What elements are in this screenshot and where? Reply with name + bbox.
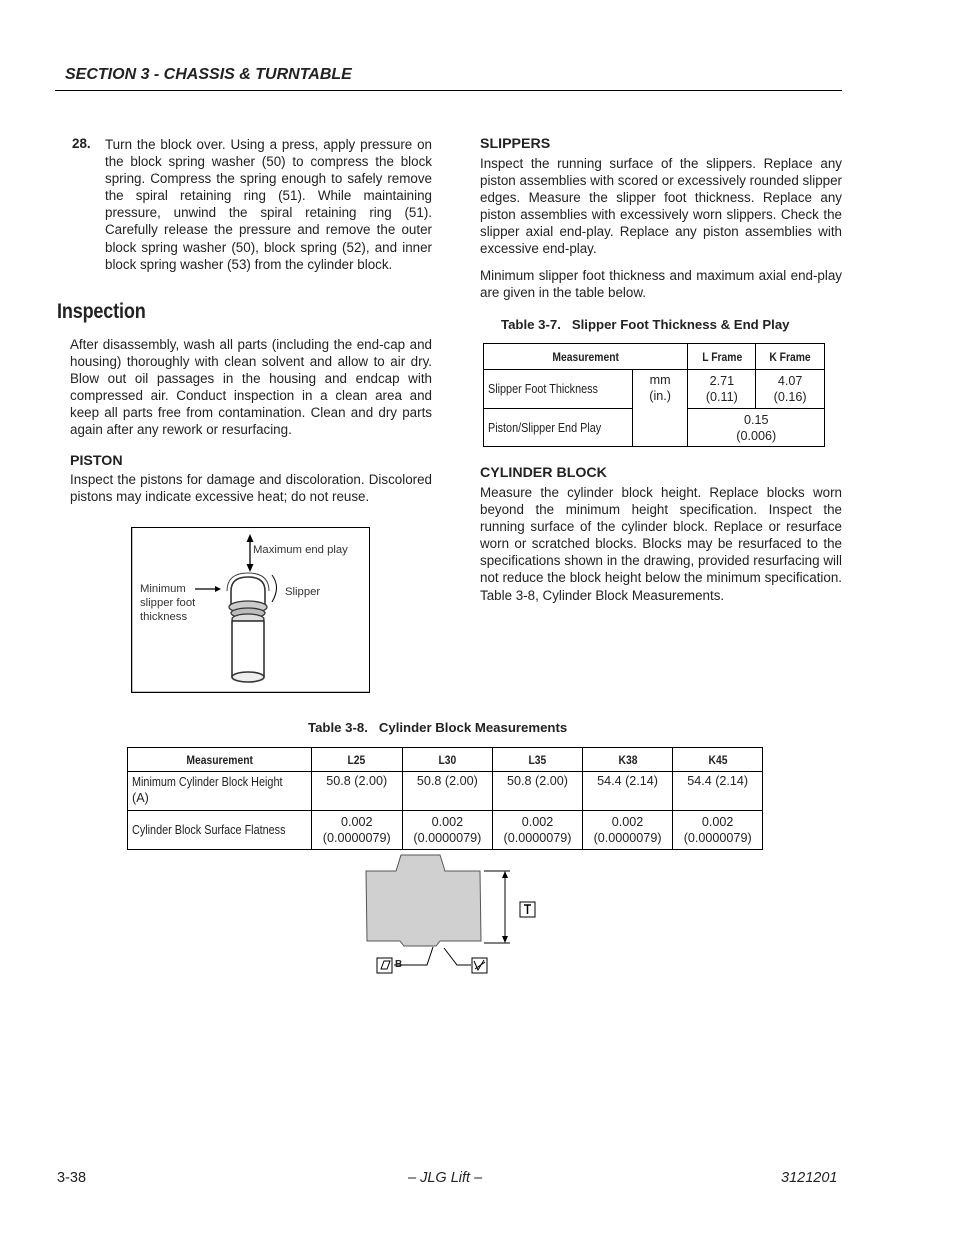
table-cell: 0.002 (0.0000079)	[673, 811, 763, 850]
label-min-line1: Minimum	[140, 583, 186, 595]
step-text: Turn the block over. Using a press, apply pressure on the block spring washer (50) to compress the block spring. Compress the spring enough to safely remove the spiral retaining ring (51). While maintaining pressure, unwind the spiral retaining ring (51). Carefully release the pressure and remove the outer block spring washer (50), block spring (52), and inner block spring washer (53) from the cylinder block.	[105, 137, 432, 272]
row-slipper-foot-k: 4.07 (0.16)	[756, 370, 825, 409]
row-flatness-label: Cylinder Block Surface Flatness	[128, 811, 312, 850]
unit-cell: mm (in.)	[632, 370, 688, 447]
piston-heading: PISTON	[70, 453, 123, 469]
label-max-end-play: Maximum end play	[253, 544, 348, 556]
table-cell: 50.8 (2.00)	[402, 772, 493, 811]
slippers-heading: SLIPPERS	[480, 136, 551, 152]
label-min-line3: thickness	[140, 611, 188, 623]
table-cell: 0.002 (0.0000079)	[493, 811, 583, 850]
table-cell: 54.4 (2.14)	[673, 772, 763, 811]
table-cell: 50.8 (2.00)	[493, 772, 583, 811]
row-slipper-foot-label: Slipper Foot Thickness	[484, 370, 633, 409]
footer-brand: – JLG Lift –	[408, 1170, 483, 1186]
slipper-table	[483, 343, 825, 447]
cylinder-block-heading: CYLINDER BLOCK	[480, 465, 607, 481]
table-3-7-caption: Table 3-7. Slipper Foot Thickness & End Play	[501, 317, 790, 332]
slippers-text-2: Minimum slipper foot thickness and maximum axial end-play are given in the table below.	[480, 268, 842, 301]
table-cell: 0.002 (0.0000079)	[311, 811, 402, 850]
row-slipper-foot-l: 2.71 (0.11)	[688, 370, 756, 409]
row-end-play-value: 0.15 (0.006)	[688, 409, 825, 447]
datum-label: B	[395, 959, 403, 970]
header-measurement: Measurement	[484, 344, 688, 370]
cylinder-block-table	[127, 747, 763, 850]
label-min-thickness	[140, 582, 195, 624]
slippers-text-1: Inspect the running surface of the slippers. Replace any piston assemblies with scored or excessively rounded slipper edges. Measure the slipper foot thickness. Replace any piston assemblies with excessively worn slippers. Check the slipper axial end-play. Replace any piston assemblies with excessive end-play.	[480, 156, 842, 257]
step-number: 28.	[72, 136, 91, 151]
label-min-line2: slipper foot	[140, 597, 196, 609]
table-cell: 54.4 (2.14)	[582, 772, 673, 811]
header-l-frame: L Frame	[688, 344, 756, 370]
header-l35: L35	[493, 748, 583, 772]
header-k-frame: K Frame	[756, 344, 825, 370]
table-cell: 0.002 (0.0000079)	[402, 811, 493, 850]
table-cell: 0.002 (0.0000079)	[582, 811, 673, 850]
inspection-text: After disassembly, wash all parts (including the end-cap and housing) thoroughly with clean solvent and allow to air dry. Blow out oil passages in the housing and endcap with compressed air. Conduct inspection in a clean area and keep all parts free from contamination. Clean and dry parts again after any rework or resurfacing.	[70, 337, 432, 438]
piston-text: Inspect the pistons for damage and discoloration. Discolored pistons may indicate excessive heat; do not reuse.	[70, 472, 432, 505]
header-divider	[55, 90, 842, 91]
header-l25: L25	[311, 748, 402, 772]
row-min-height-label: Minimum Cylinder Block Height (A)	[128, 772, 312, 811]
cylinder-block-text: Measure the cylinder block height. Replace blocks worn beyond the minimum height specification. Inspect the running surface of the cylinder block. Replace or resurface worn or scratched blocks. Blocks may be resurfaced to the specifications shown in the drawing, provided resurfacing will not reduce the block height below the minimum specification. Table 3-8, Cylinder Block Measurements.	[480, 485, 842, 603]
header-l30: L30	[402, 748, 493, 772]
header-k45: K45	[673, 748, 763, 772]
step-28	[70, 136, 432, 273]
page-number: 3-38	[57, 1170, 87, 1186]
label-slipper: Slipper	[285, 586, 321, 598]
inspection-heading-wrap	[57, 300, 160, 324]
cylinder-block-figure	[360, 852, 540, 977]
piston-figure	[131, 527, 370, 693]
section-title: SECTION 3 - CHASSIS & TURNTABLE	[65, 66, 352, 83]
header-measurement: Measurement	[128, 748, 312, 772]
inspection-heading: Inspection	[57, 300, 146, 323]
row-end-play-label: Piston/Slipper End Play	[484, 409, 633, 447]
table-3-8-caption: Table 3-8. Cylinder Block Measurements	[308, 720, 568, 735]
header-k38: K38	[582, 748, 673, 772]
doc-number: 3121201	[781, 1170, 838, 1186]
table-cell: 50.8 (2.00)	[311, 772, 402, 811]
